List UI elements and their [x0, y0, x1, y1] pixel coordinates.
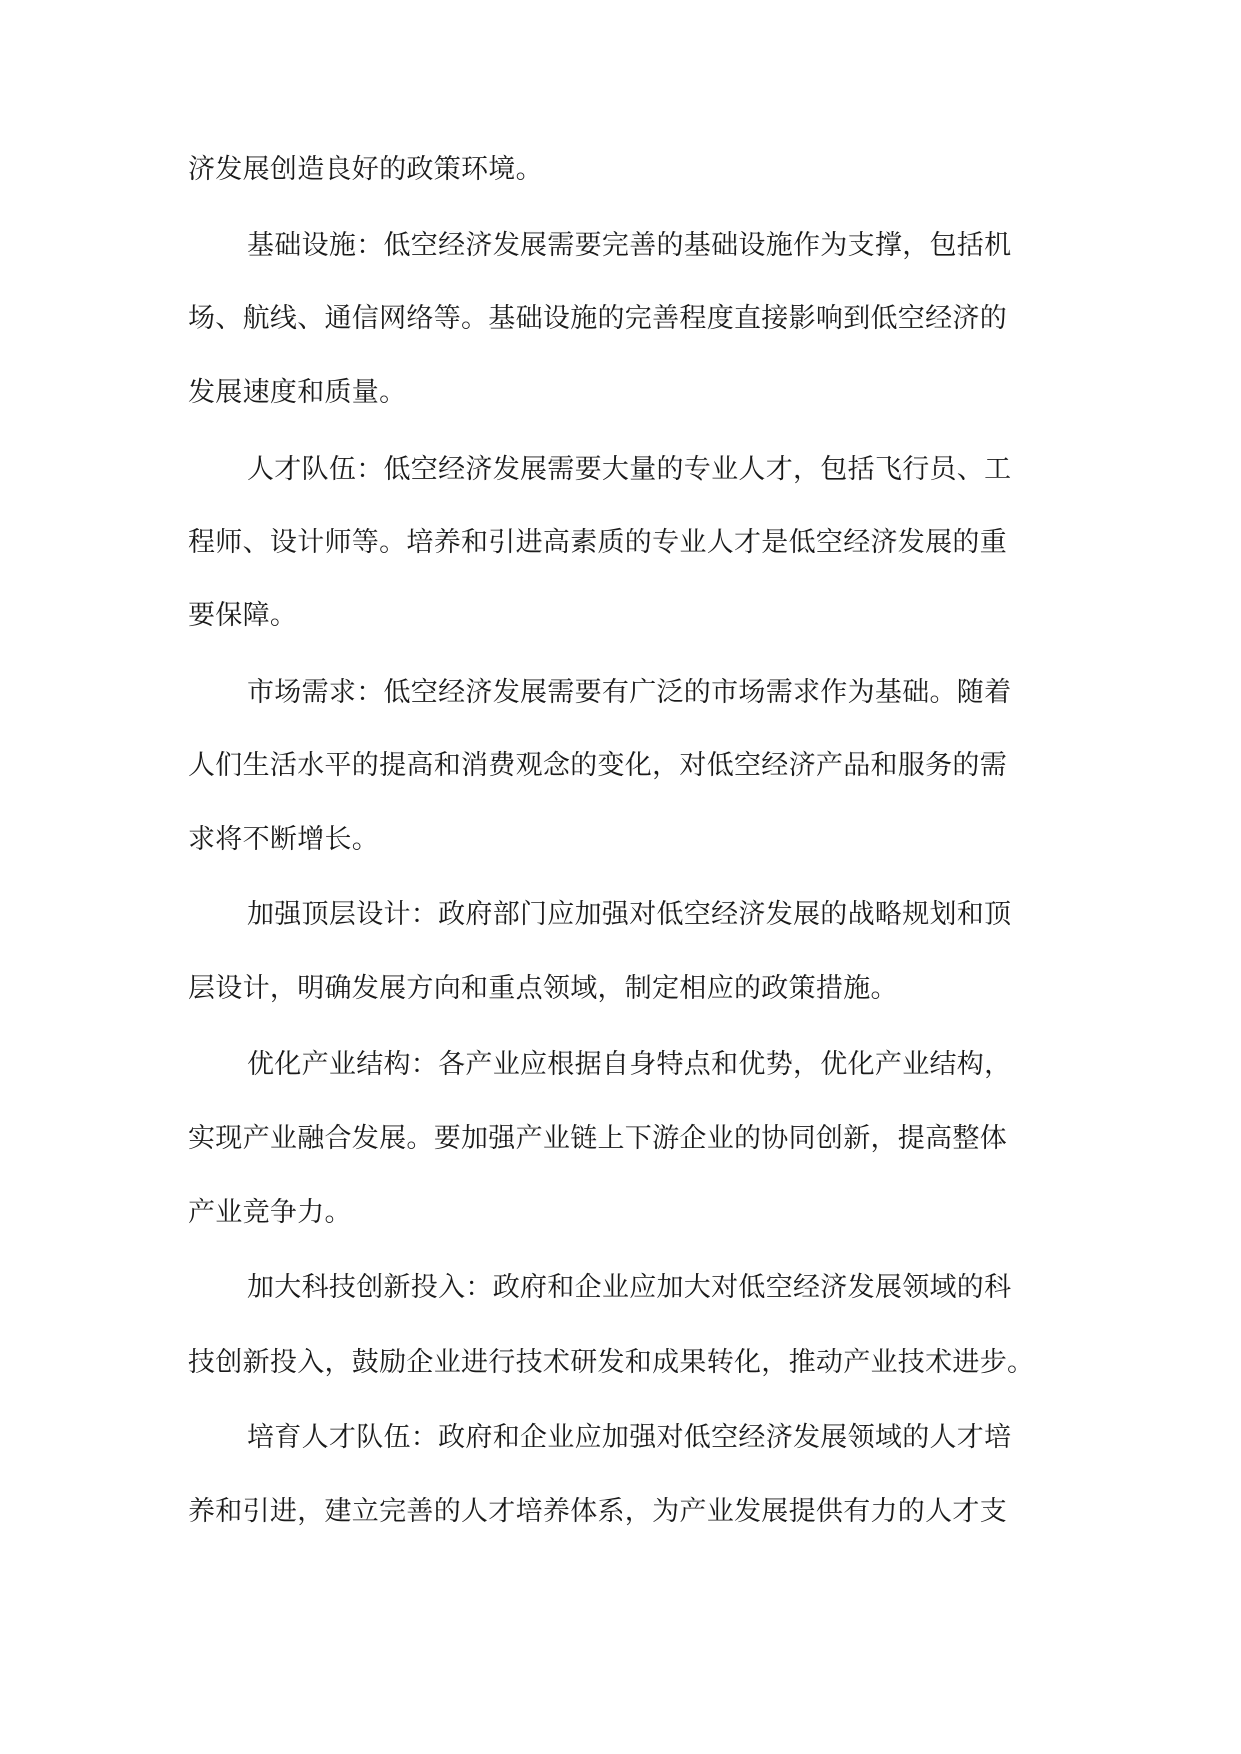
- paragraph-cultivate-talent-line-1: 培育人才队伍：政府和企业应加强对低空经济发展领域的人才培: [247, 1422, 1012, 1453]
- text-line: 产业竞争力。: [188, 1197, 352, 1228]
- text-line: 养和引进，建立完善的人才培养体系，为产业发展提供有力的人才支: [188, 1496, 1007, 1527]
- paragraph-top-design-line-1: 加强顶层设计：政府部门应加强对低空经济发展的战略规划和顶: [247, 899, 1012, 930]
- text-line: 发展速度和质量。: [188, 377, 407, 408]
- paragraph-market-line-1: 市场需求：低空经济发展需要有广泛的市场需求作为基础。随着: [247, 677, 1012, 708]
- text-line: 场、航线、通信网络等。基础设施的完善程度直接影响到低空经济的: [188, 303, 1007, 334]
- paragraph-infrastructure-line-1: 基础设施：低空经济发展需要完善的基础设施作为支撑，包括机: [247, 230, 1012, 261]
- text-line: 技创新投入，鼓励企业进行技术研发和成果转化，推动产业技术进步。: [188, 1347, 1035, 1378]
- text-line: 济发展创造良好的政策环境。: [188, 154, 543, 185]
- text-line: 程师、设计师等。培养和引进高素质的专业人才是低空经济发展的重: [188, 527, 1007, 558]
- text-line: 实现产业融合发展。要加强产业链上下游企业的协同创新，提高整体: [188, 1123, 1007, 1154]
- text-line: 求将不断增长。: [188, 824, 380, 855]
- text-line: 人们生活水平的提高和消费观念的变化，对低空经济产品和服务的需: [188, 750, 1007, 781]
- paragraph-innovation-line-1: 加大科技创新投入：政府和企业应加大对低空经济发展领域的科: [247, 1272, 1012, 1303]
- text-line: 层设计，明确发展方向和重点领域，制定相应的政策措施。: [188, 973, 898, 1004]
- paragraph-talent-line-1: 人才队伍：低空经济发展需要大量的专业人才，包括飞行员、工: [247, 454, 1012, 485]
- paragraph-industry-structure-line-1: 优化产业结构：各产业应根据自身特点和优势，优化产业结构，: [247, 1049, 1012, 1080]
- text-line: 要保障。: [188, 600, 298, 631]
